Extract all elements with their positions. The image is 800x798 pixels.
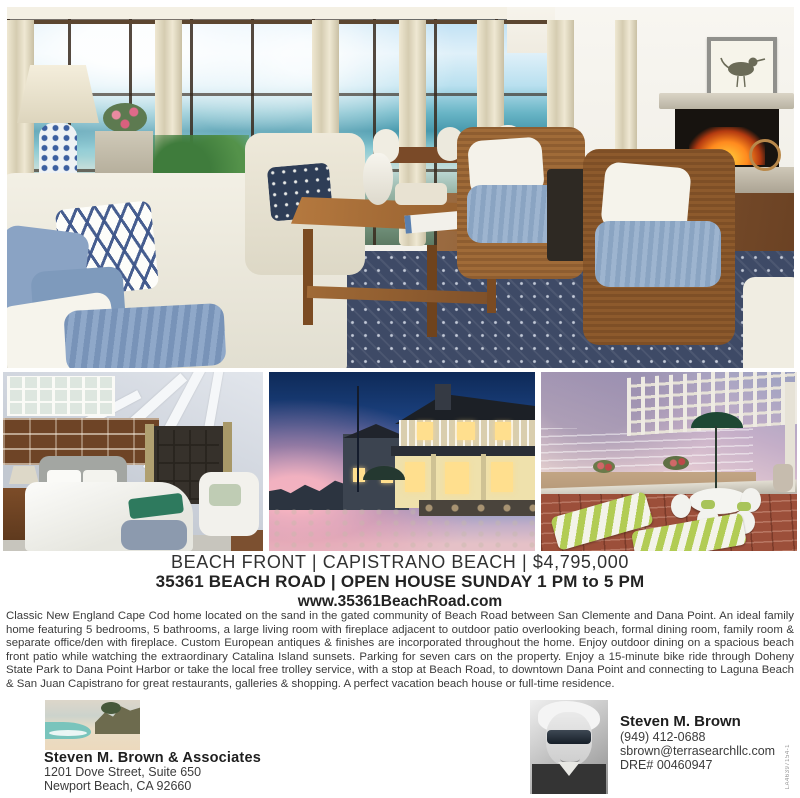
print-run-code: LA46397154-1 — [785, 744, 791, 790]
agent-license: DRE# 00460947 — [620, 758, 713, 772]
brokerage-address1: 1201 Dove Street, Suite 650 — [44, 765, 202, 779]
porch-roof — [391, 446, 535, 456]
beach-patio-photo — [541, 372, 797, 551]
lamp-shade — [17, 65, 99, 123]
agent-name: Steven M. Brown — [620, 713, 741, 730]
bird-illustration — [711, 41, 773, 99]
listing-description: Classic New England Cape Cod home located on the sand in the gated community of Beach Road between San Clemente and Dana Point. An ideal family home featuring 5 bedrooms, 5 bathrooms, a large living room with fireplace adjacent to outdoor patio overlooking beach, formal dining room, family room & separate office/den with fireplace. Custom European antiques & finishes are incorporated throughout the home. Enjoy outdoor dining on a spacious beach front patio while watching the extraordinary Catalina Island sunsets. Parking for seven cars on the property. Enjoy a 15-minute bike ride through Doheny State Park to Dana Point Harbor or take the local free trolley service, with a stop at Beach Road, to downtown Dana Point and connecting to Laguna Beach & San Juan Capistrano for great restaurants, galleries & shopping. A perfect vacation beach house or full-time residence. — [6, 610, 794, 690]
living-room-photo — [7, 7, 794, 368]
flower-pot — [593, 460, 615, 473]
main-house — [387, 394, 535, 512]
planter-box — [95, 131, 153, 179]
listing-headline: BEACH FRONT | CAPISTRANO BEACH | $4,795,000 — [171, 552, 629, 572]
white-urn — [363, 153, 393, 205]
flower-pot — [663, 456, 689, 470]
blue-cushion — [595, 221, 721, 287]
brokerage-logo-photo — [45, 700, 140, 750]
large-planter — [773, 464, 793, 492]
patio-chair — [671, 494, 691, 518]
logo-surf-foam — [49, 730, 87, 736]
bedroom-photo — [3, 372, 263, 551]
exterior-dusk-photo — [269, 372, 535, 551]
listing-subheadline: 35361 BEACH ROAD | OPEN HOUSE SUNDAY 1 PM to 5 PM — [155, 572, 645, 591]
flowers — [103, 103, 147, 133]
accent-pillow — [209, 484, 241, 506]
brokerage-address2: Newport Beach, CA 92660 — [44, 778, 192, 793]
chair-cushion — [737, 502, 751, 511]
flag-pole — [357, 386, 359, 492]
umbrella-pole — [715, 426, 717, 490]
patio-furniture-row — [419, 500, 535, 516]
fireplace-mantel — [659, 93, 794, 109]
ocean-waves — [541, 428, 753, 478]
table-leg — [303, 229, 313, 325]
listing-website: www.35361BeachRoad.com — [297, 593, 503, 610]
clerestory-windows — [7, 376, 115, 416]
agent-block — [620, 713, 775, 772]
decor-tray — [395, 183, 447, 205]
sunglasses — [547, 730, 591, 744]
brokerage-block — [44, 750, 261, 793]
agent-email: sbrown@terrasearchllc.com — [620, 744, 776, 758]
bench-ottoman — [121, 520, 187, 550]
chair-cushion — [701, 500, 715, 509]
chimney — [435, 384, 451, 410]
agent-phone: (949) 412-0688 — [620, 730, 706, 744]
logo-trees — [101, 702, 121, 714]
decor-orb — [749, 139, 781, 171]
headline-block — [0, 552, 800, 611]
blue-knit-throw — [63, 303, 226, 368]
white-chair-corner — [743, 277, 794, 368]
agent-headshot-photo — [530, 700, 608, 794]
brokerage-name: Steven M. Brown & Associates — [44, 750, 261, 766]
